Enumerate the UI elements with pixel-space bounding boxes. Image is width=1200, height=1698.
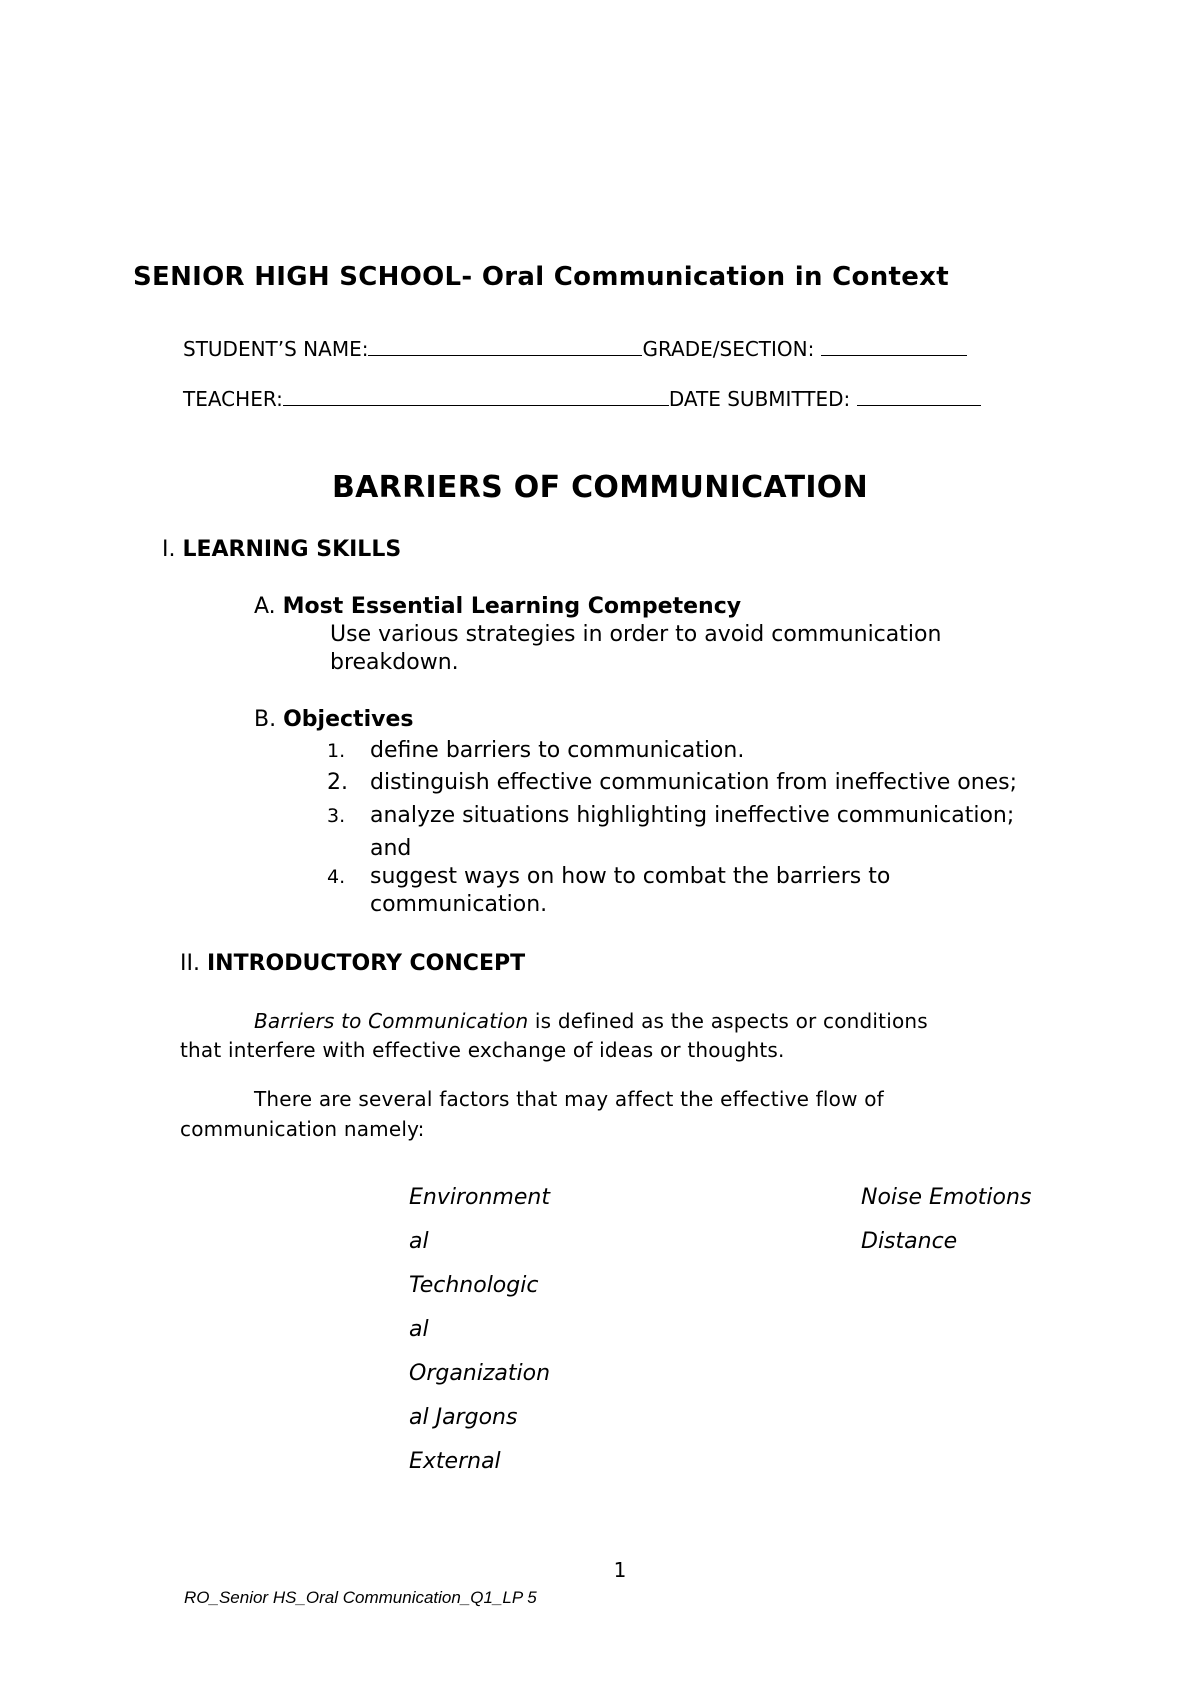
student-name-row [183, 337, 967, 361]
factors-paragraph-line-1: There are several factors that may affect the effective flow of [254, 1087, 884, 1111]
subsection-letter: A. [254, 594, 276, 619]
objective-text: distinguish effective communication from ineffective ones; [370, 770, 1018, 795]
objective-text: suggest ways on how to combat the barriers to [370, 864, 891, 889]
objective-text: and [370, 836, 412, 861]
section-title: INTRODUCTORY CONCEPT [206, 951, 526, 976]
student-name-label: STUDENT’S NAME: [183, 337, 369, 361]
section-number: I. [162, 537, 176, 562]
teacher-label: TEACHER: [183, 387, 283, 411]
subsection-competency-heading [254, 594, 741, 619]
objective-number: 3. [327, 805, 346, 827]
objective-number: 4. [327, 866, 346, 888]
subsection-letter: B. [254, 707, 277, 732]
factor-item: al [409, 1317, 429, 1342]
section-introductory-concept-heading [180, 951, 525, 976]
objective-text: analyze situations highlighting ineffective communication; [370, 803, 1015, 828]
objective-text: define barriers to communication. [370, 738, 745, 763]
factor-item: Organization [409, 1361, 551, 1386]
page-number: 1 [613, 1558, 627, 1582]
definition-paragraph-line-2: that interfere with effective exchange of ideas or thoughts. [180, 1038, 785, 1062]
factor-item: Environment [409, 1185, 550, 1210]
factor-item: al [409, 1229, 429, 1254]
competency-text-line-2: breakdown. [330, 650, 459, 675]
competency-text-line-1: Use various strategies in order to avoid communication [330, 622, 942, 647]
section-learning-skills-heading [162, 537, 401, 562]
definition-rest: is defined as the aspects or conditions [528, 1009, 928, 1033]
objective-number: 2. [327, 770, 348, 795]
teacher-row [183, 387, 981, 411]
date-submitted-line [857, 387, 981, 406]
objective-text: communication. [370, 892, 548, 917]
factors-paragraph-line-2: communication namely: [180, 1117, 425, 1141]
main-title: BARRIERS OF COMMUNICATION [331, 470, 869, 505]
definition-paragraph-line-1 [254, 1009, 928, 1033]
section-number: II. [180, 951, 200, 976]
document-header-title: SENIOR HIGH SCHOOL- Oral Communication in Context [133, 262, 949, 292]
objective-number: 1. [327, 740, 346, 762]
subsection-objectives-heading [254, 707, 413, 732]
student-name-line [368, 337, 642, 356]
factor-item: Distance [861, 1229, 958, 1254]
factor-item: Noise Emotions [861, 1185, 1032, 1210]
definition-term: Barriers to Communication [254, 1009, 529, 1033]
factor-item: External [409, 1449, 501, 1474]
factor-item: Technologic [409, 1273, 539, 1298]
grade-section-line [821, 337, 967, 356]
factor-item: al Jargons [409, 1405, 518, 1430]
date-submitted-label: DATE SUBMITTED: [668, 387, 851, 411]
section-title: LEARNING SKILLS [182, 537, 402, 562]
teacher-line [283, 387, 669, 406]
footer-code: RO_Senior HS_Oral Communication_Q1_LP 5 [184, 1588, 537, 1607]
subsection-title: Most Essential Learning Competency [282, 594, 742, 619]
subsection-title: Objectives [283, 707, 414, 732]
grade-section-label: GRADE/SECTION: [642, 337, 815, 361]
